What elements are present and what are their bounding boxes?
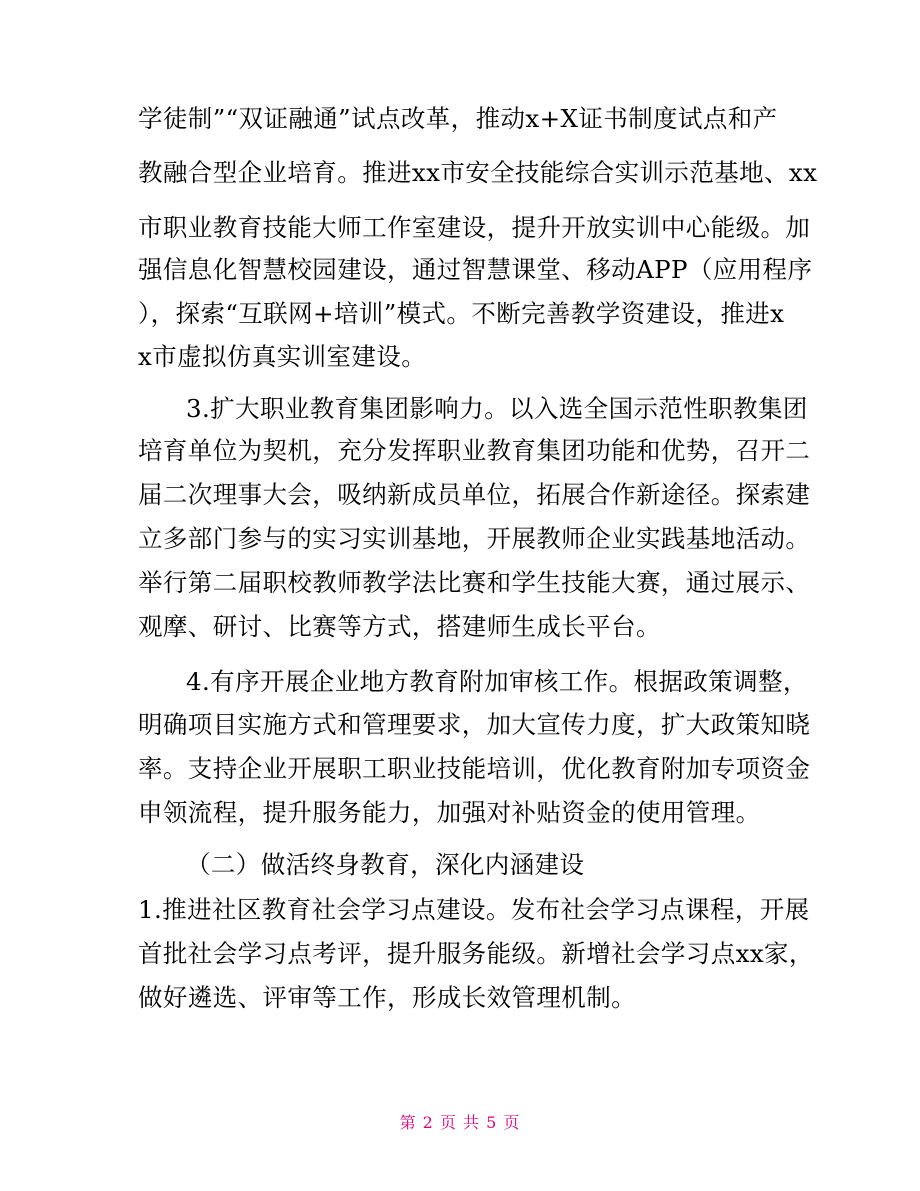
text-line: ），探索“互联网+培训”模式。不断完善教学资建设，推进x — [138, 299, 785, 328]
text-line: 1.推进社区教育社会学习点建设。发布社会学习点课程，开展 — [138, 895, 810, 924]
text-line: 立多部门参与的实习实训基地，开展教师企业实践基地活动。 — [138, 524, 811, 553]
text-line: 教融合型企业培育。推进xx市安全技能综合实训示范基地、xx — [138, 158, 818, 187]
paragraph-3-heading: 3.扩大职业教育集团影响力。以入选全国示范性职教集团 — [186, 394, 808, 423]
text-line: 做好遴选、评审等工作，形成长效管理机制。 — [138, 983, 636, 1012]
text-line: 首批社会学习点考评，提升服务能级。新增社会学习点xx家， — [138, 939, 814, 968]
text-line: 市职业教育技能大师工作室建设，提升开放实训中心能级。加 — [138, 213, 811, 242]
text-line: 学徒制”“双证融通”试点改革，推动x+X证书制度试点和产 — [138, 104, 778, 133]
paragraph-4-heading: 4.有序开展企业地方教育附加审核工作。根据政策调整， — [186, 667, 808, 696]
page-number-footer: 第 2 页 共 5 页 — [399, 1113, 521, 1132]
text-line: 培育单位为契机，充分发挥职业教育集团功能和优势，召开二 — [138, 436, 811, 465]
section-heading: （二）做活终身教育，深化内涵建设 — [186, 850, 585, 879]
text-line: 观摩、研讨、比赛等方式，搭建师生成长平台。 — [138, 612, 661, 641]
text-line: 申领流程，提升服务能力，加强对补贴资金的使用管理。 — [138, 798, 761, 827]
text-line: 明确项目实施方式和管理要求，加大宣传力度，扩大政策知晓 — [138, 710, 811, 739]
text-line: x市虚拟仿真实训室建设。 — [138, 342, 427, 371]
text-line: 举行第二届职校教师教学法比赛和学生技能大赛，通过展示、 — [138, 568, 811, 597]
text-line: 强信息化智慧校园建设，通过智慧课堂、移动APP（应用程序 — [138, 255, 813, 284]
text-line: 届二次理事大会，吸纳新成员单位，拓展合作新途径。探索建 — [138, 480, 811, 509]
text-line: 率。支持企业开展职工职业技能培训，优化教育附加专项资金 — [138, 754, 811, 783]
